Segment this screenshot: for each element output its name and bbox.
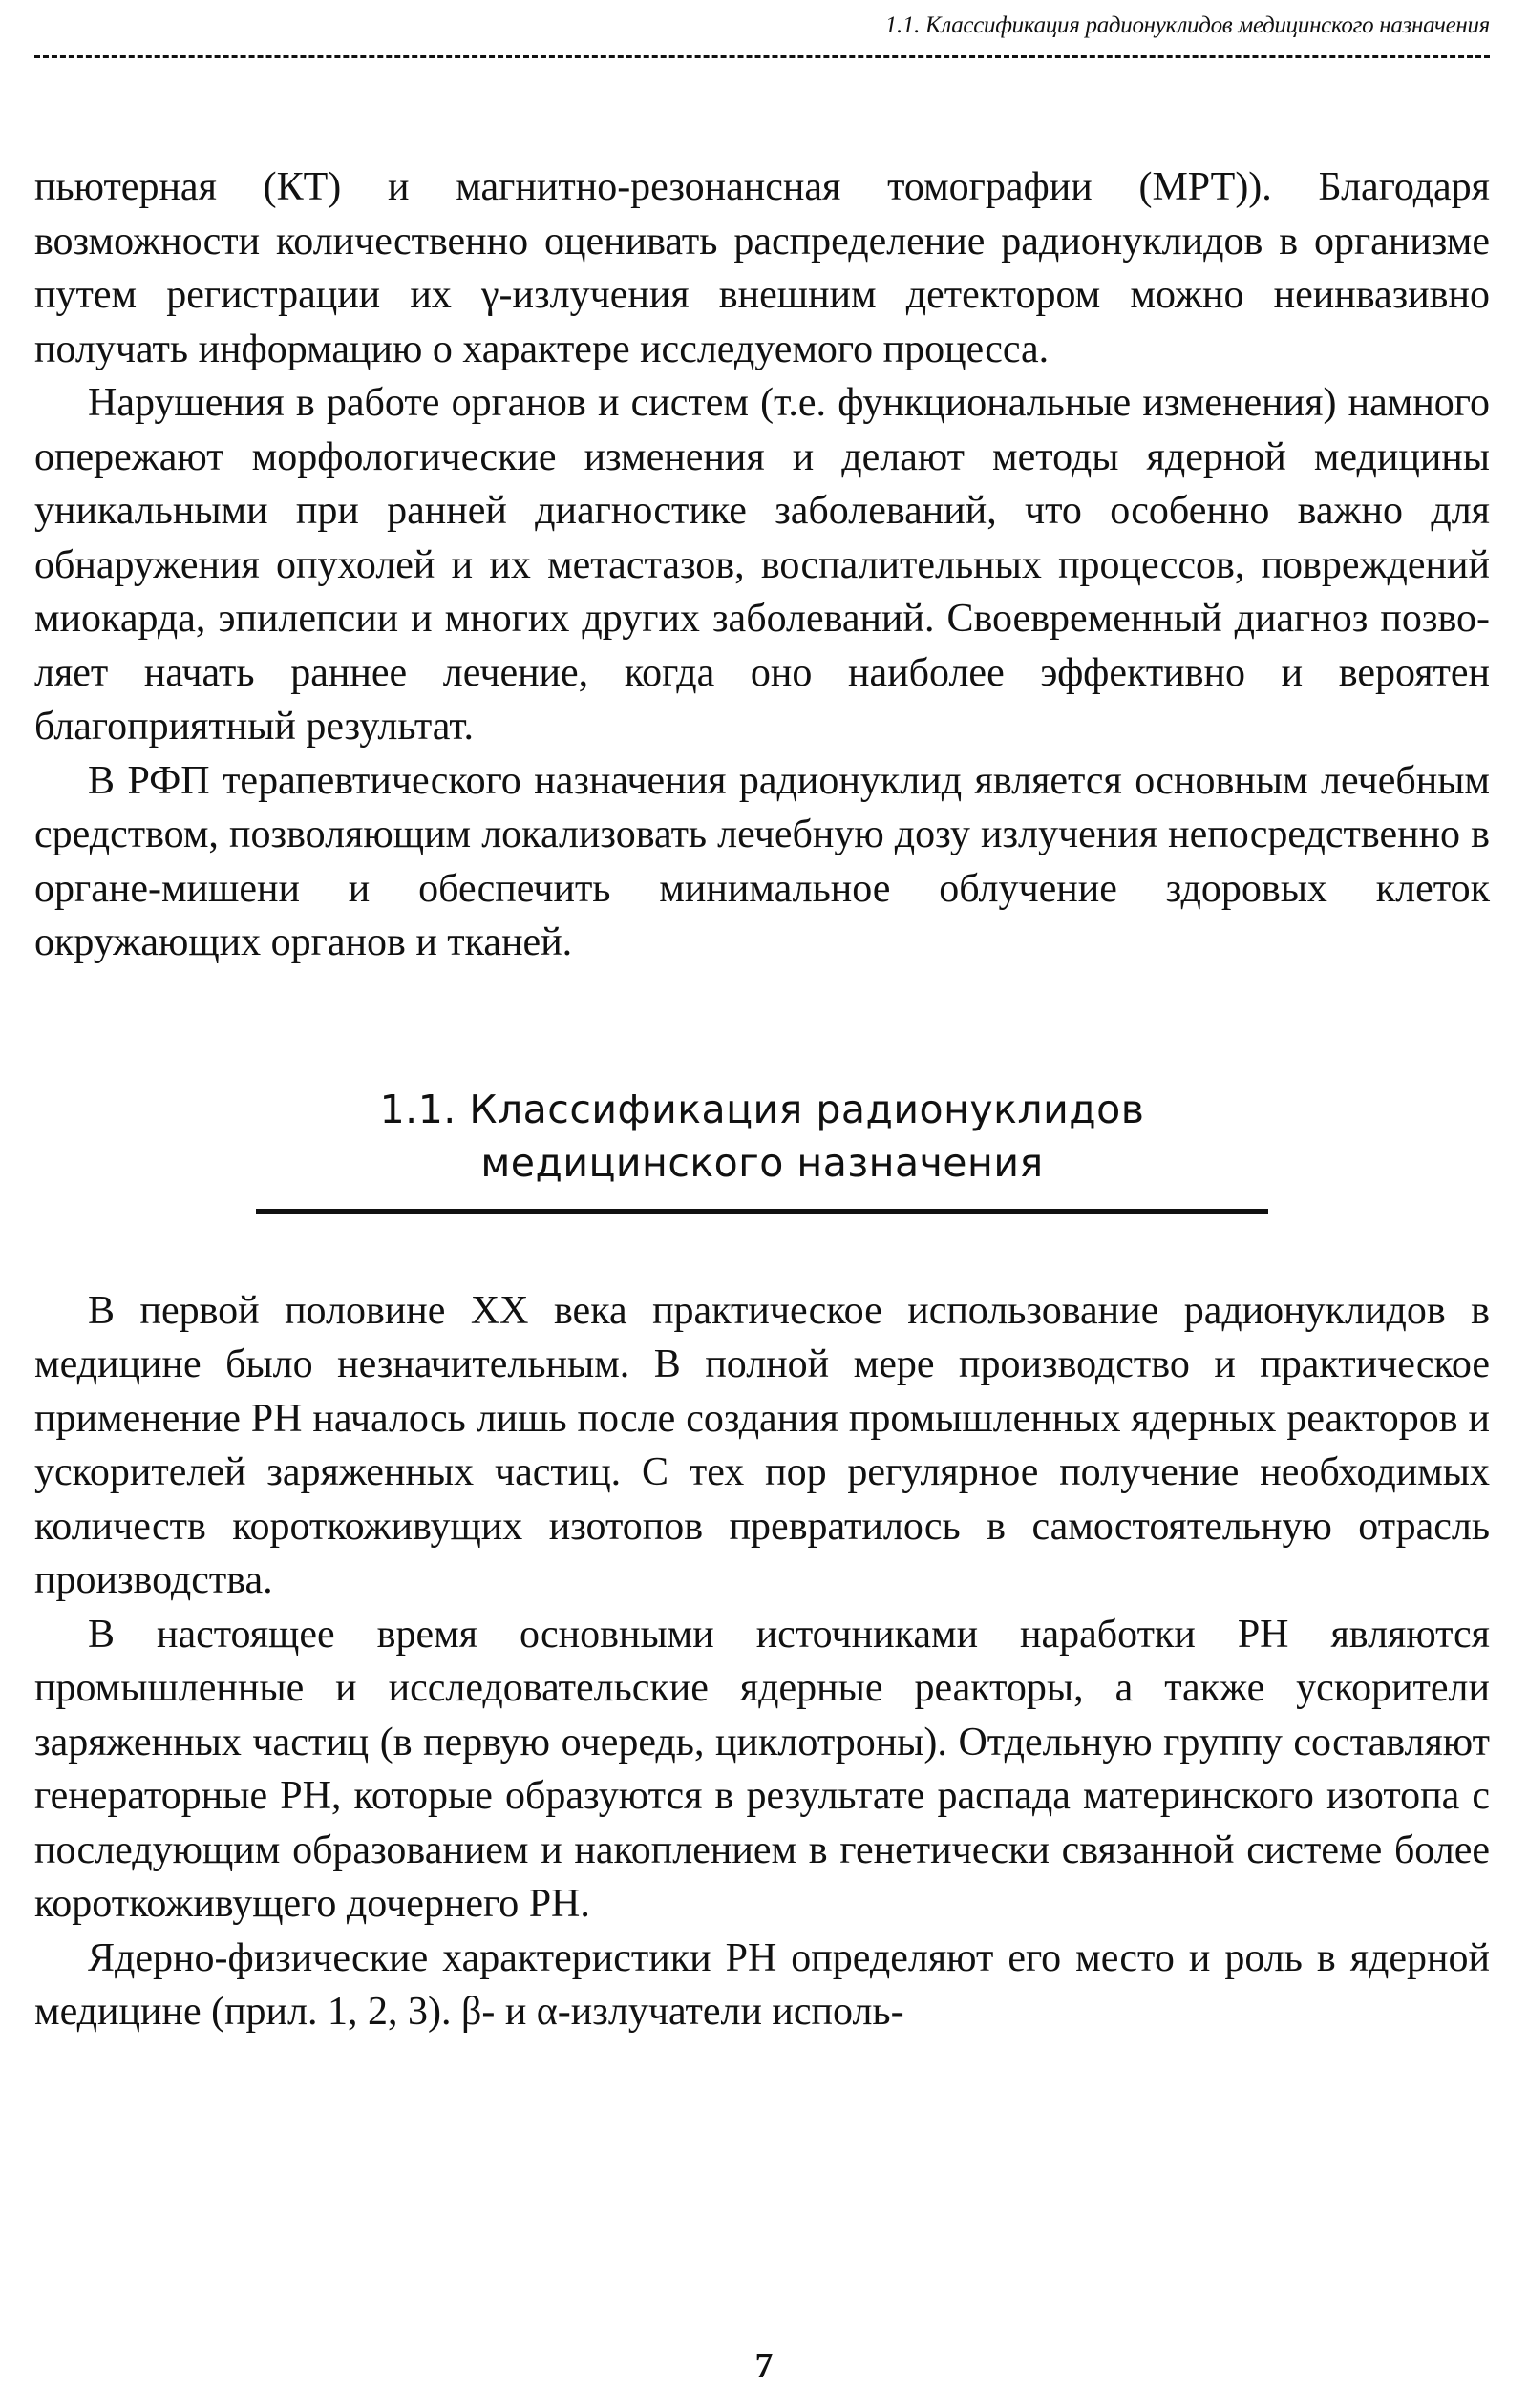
section-heading	[34, 1083, 1490, 1190]
section-heading-line-2: медицинского назначения	[480, 1139, 1044, 1186]
paragraph-continuation: пьютерная (КТ) и магнитно-резонансная томографии (МРТ)). Благодаря возможности количественно оценивать распределение радионуклидов в организме путем регистрации их γ-излучения внешним детектором можно неинвазивно получать информацию о характере исследуемого процесса.	[34, 165, 1490, 371]
paragraph: В настоящее время основными источниками наработки РН являются промышленные и исследовательские ядерные реакторы, а также ускорители заряженных частиц (в первую очередь, циклотроны). Отдельную группу составляют генераторные РН, которые образуются в результате распада материнского изотопа с последующим образованием и накоплением в генетически связанной системе более короткоживущего дочернего РН.	[34, 1612, 1490, 1926]
paragraph: Ядерно-физические характеристики РН определяют его место и роль в ядерной медицине (прил. 1, 2, 3). β- и α-излучатели исполь-	[34, 1935, 1490, 2034]
section-text	[34, 1284, 1490, 2039]
section-heading-line-1: 1.1. Классификация радионуклидов	[379, 1086, 1145, 1132]
paragraph: В первой половине XX века практическое использование радионуклидов в медицине было незначительным. В полной мере производство и практическое применение РН началось лишь после создания промышленных ядерных реакторов и ускорителей заряженных частиц. С тех пор регулярное получение необходимых количеств короткоживущих изотопов превратилось в самостоятельную отрасль производства.	[34, 1288, 1490, 1602]
paragraph: В РФП терапевтического назначения радионуклид является основным лечебным средством, позволяющим локализовать лечебную дозу излучения непосредственно в органе-мишени и обеспечить минимальное облучение здоровых клеток окружающих органов и тканей.	[34, 758, 1490, 964]
page-number: 7	[754, 2346, 774, 2386]
running-head: 1.1. Классификация радионуклидов медицинского назначения	[884, 12, 1490, 38]
running-head-divider	[34, 55, 1490, 58]
page-body	[34, 160, 1490, 2039]
section-heading-underline	[256, 1209, 1268, 1214]
paragraph: Нарушения в работе органов и систем (т.е. функциональные изменения) намного опережают морфологические изменения и делают методы ядерной медицины уникальными при ранней диагностике заболеваний, что особенно важно для обнаружения опухолей и их метастазов, воспалительных процессов, повреждений миокарда, эпилепсии и многих других заболеваний. Своевременный диагноз позволяет начать раннее лечение, когда оно наиболее эффективно и вероятен благоприятный результат.	[34, 381, 1490, 749]
